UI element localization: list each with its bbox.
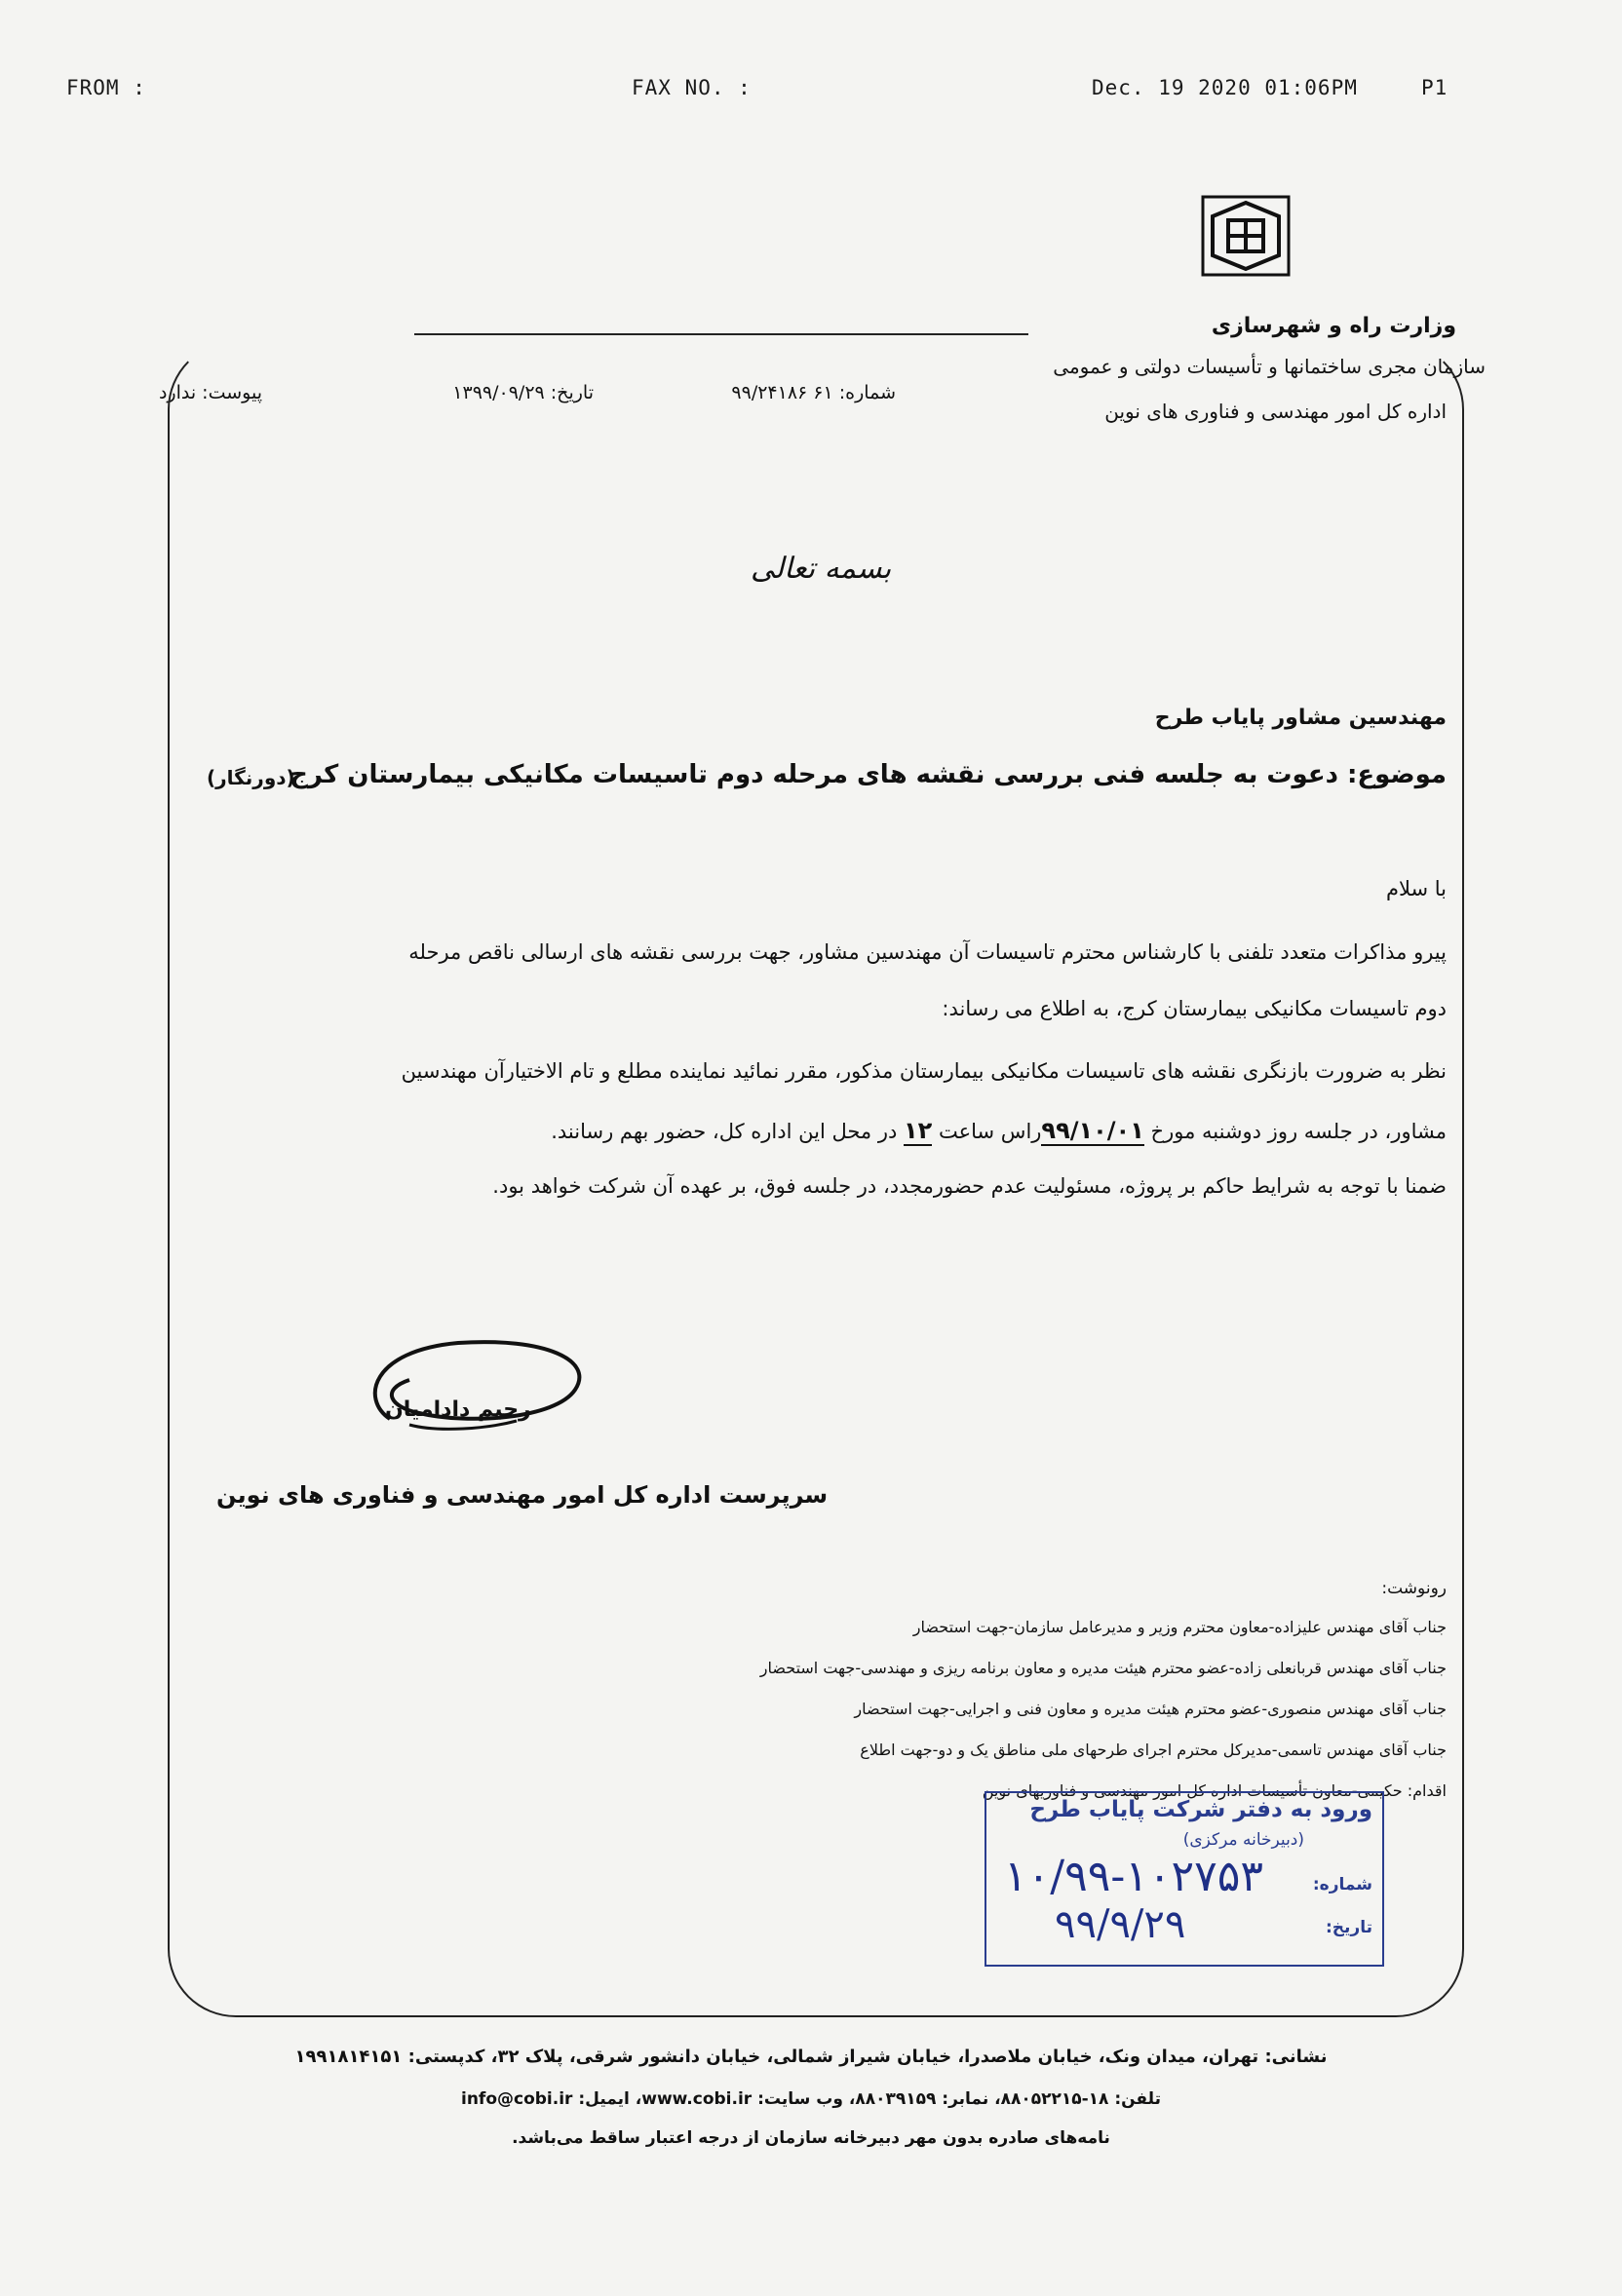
subject-tag: (دورنگار) <box>207 766 295 789</box>
stamp-number-value: ۱۰/۹۹-۱۰۲۷۵۳ <box>1004 1852 1264 1901</box>
footer-contact-text: تلفن: ۱۸-۸۸۰۵۲۲۱۵، نمابر: ۸۸۰۳۹۱۵۹، وب سایت: www.cobi.ir، ایمیل: info@cobi.ir <box>461 2089 1161 2109</box>
signatory-name: رحیم دادامیان <box>385 1397 531 1422</box>
stamp-date-label: تاریخ: <box>1326 1918 1372 1937</box>
paragraph-1-line-1: پیرو مذاکرات متعدد تلفنی با کارشناس محترم تاسیسات آن مهندسین مشاور، جهت بررسی نقشه های ارسالی ناقص مرحله <box>408 940 1447 964</box>
invocation: بسمه تعالی <box>751 552 892 586</box>
meeting-hour-text: راس ساعت <box>932 1120 1042 1143</box>
cc-line: جناب آقای مهندس قربانعلی زاده-عضو محترم هیئت مدیره و معاون برنامه ریزی و مهندسی-جهت استحضار <box>759 1659 1447 1677</box>
stamp-subtitle: (دبیرخانه مرکزی) <box>1182 1830 1304 1850</box>
letter-number-label: شماره: <box>838 382 896 403</box>
stamp-title: ورود به دفتر شرکت پایاب طرح <box>1029 1797 1372 1822</box>
meeting-hour: ۱۲ <box>904 1117 933 1144</box>
meeting-day-text: مشاور، در جلسه روز دوشنبه مورخ <box>1143 1120 1447 1143</box>
ministry-logo-icon <box>1201 195 1291 312</box>
subject-line: موضوع: دعوت به جلسه فنی بررسی نقشه های مرحله دوم تاسیسات مکانیکی بیمارستان کرج <box>290 760 1447 789</box>
handwritten-signature-icon <box>351 1331 604 1448</box>
cc-action-line: اقدام: حکیمی-معاون تأسیسات اداره کل امور مهندسی و فناوریهای نوین <box>982 1781 1447 1800</box>
stamp-number-label: شماره: <box>1312 1875 1372 1894</box>
attachment-label: پیوست: <box>202 382 262 403</box>
fax-page: P1 <box>1421 76 1448 99</box>
letter-date-label: تاریخ: <box>550 382 594 403</box>
meeting-place-text: در محل این اداره کل، حضور بهم رسانند. <box>551 1120 905 1143</box>
cc-line: جناب آقای مهندس منصوری-عضو محترم هیئت مدیره و معاون فنی و اجرایی-جهت استحضار <box>854 1700 1447 1718</box>
fax-from: FROM : <box>66 76 146 99</box>
footer-notice <box>0 2128 1622 2148</box>
cc-heading: رونوشت: <box>1381 1579 1447 1598</box>
meeting-date: ۹۹/۱۰/۰۱ <box>1041 1117 1144 1144</box>
department-name: اداره کل امور مهندسی و فناوری های نوین <box>1104 400 1447 423</box>
cc-line: جناب آقای مهندس تاسمی-مدیرکل محترم اجرای طرحهای ملی مناطق یک و دو-جهت اطلاع <box>860 1741 1447 1759</box>
footer-address <box>0 2047 1622 2067</box>
paragraph-1-line-2: دوم تاسیسات مکانیکی بیمارستان کرج، به اطلاع می رساند: <box>942 997 1447 1020</box>
footer-contact <box>0 2089 1622 2109</box>
letter-date-value: ۱۳۹۹/۰۹/۲۹ <box>452 382 545 403</box>
letter-number-value: ۶۱ ۹۹/۲۴۱۸۶ <box>731 382 833 403</box>
paragraph-2-line-1: نظر به ضرورت بازنگری نقشه های تاسیسات مکانیکی بیمارستان مذکور، مقرر نمائید نماینده مطلع و تام الاختیارآن مهندسین <box>401 1059 1447 1083</box>
signatory-title: سرپرست اداره کل امور مهندسی و فناوری های نوین <box>216 1481 829 1509</box>
paragraph-3: ضمنا با توجه به شرایط حاکم بر پروژه، مسئولیت عدم حضورمجدد، در جلسه فوق، بر عهده آن شرکت خواهد بود. <box>492 1174 1447 1198</box>
stamp-date-value: ۹۹/۹/۲۹ <box>1055 1902 1186 1947</box>
recipient: مهندسین مشاور پایاب طرح <box>1154 706 1447 730</box>
fax-number: FAX NO. : <box>632 76 752 99</box>
fax-datetime: Dec. 19 2020 01:06PM <box>1092 76 1358 99</box>
footer-notice-text: نامه‌های صادره بدون مهر دبیرخانه سازمان از درجه اعتبار ساقط می‌باشد. <box>512 2128 1110 2148</box>
header-rule <box>414 333 1028 335</box>
paragraph-2-line-2 <box>551 1117 1447 1144</box>
greeting: با سلام <box>1385 877 1447 900</box>
attachment-value: ندارد <box>158 382 197 403</box>
organization-name: سازمان مجری ساختمانها و تأسیسات دولتی و عمومی <box>1053 355 1486 378</box>
footer-address-text: نشانی: تهران، میدان ونک، خیابان ملاصدرا، خیابان شیراز شمالی، خیابان دانشور شرقی، پلاک ۳۲، کدپستی: ۱۹۹۱۸۱۴۱۵۱ <box>294 2047 1328 2067</box>
ministry-name: وزارت راه و شهرسازی <box>1211 314 1456 338</box>
cc-line: جناب آقای مهندس علیزاده-معاون محترم وزیر و مدیرعامل سازمان-جهت استحضار <box>912 1618 1447 1636</box>
received-stamp <box>985 1791 1384 1967</box>
